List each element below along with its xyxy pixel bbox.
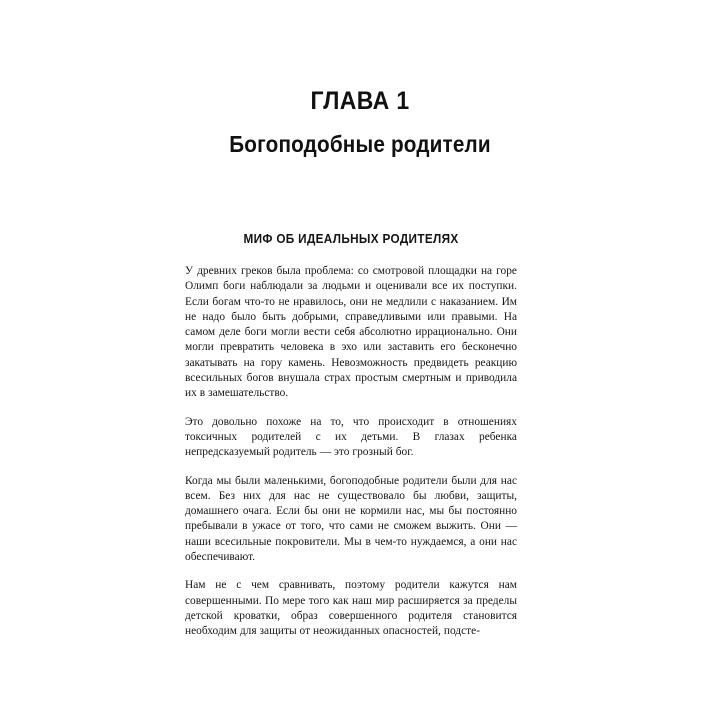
body-paragraph: Нам не с чем сравнивать, поэтому родители кажутся нам совершенными. По мере того как наш мир расширяется за пределы детской кроватки, образ совершенного родителя становится необходим для защиты от неожиданных опасностей, подсте- [185,579,517,638]
body-paragraph: Это довольно похоже на то, что происходит в отношениях токсичных родителей с их детьми. В глазах ребенка непредсказуемый родитель — это грозный бог. [185,415,517,459]
body-text-column [185,264,517,640]
chapter-title: Богоподобные родители [229,131,491,157]
section-header: МИФ ОБ ИДЕАЛЬНЫХ РОДИТЕЛЯХ [243,232,459,246]
body-paragraph: У древних греков была проблема: со смотровой площадки на горе Олимп боги наблюдали за людьми и оценивали все их поступки. Если богам что-то не нравилось, они не медлили с наказанием. Им не надо было быть добрыми, справедливыми или правыми. На самом деле боги могли вести себя абсолютно иррационально. Они могли превратить человека в эхо или заставить его бесконечно закатывать на гору камень. Невозможность предвидеть реакцию всесильных богов внушала страх простым смертным и приводила их в замешательство. [185,265,517,400]
body-paragraph: Когда мы были маленькими, богоподобные родители были для нас всем. Без них для нас не существовало бы любви, защиты, домашнего очага. Если бы они не кормили нас, мы бы постоянно пребывали в ужасе от того, что сами не сможем выжить. Они — наши всесильные покровители. Мы в чем-то нуждаемся, а они нас обеспечивают. [185,474,517,564]
chapter-number: ГЛАВА 1 [310,87,410,115]
chapter-heading-block [0,86,720,158]
